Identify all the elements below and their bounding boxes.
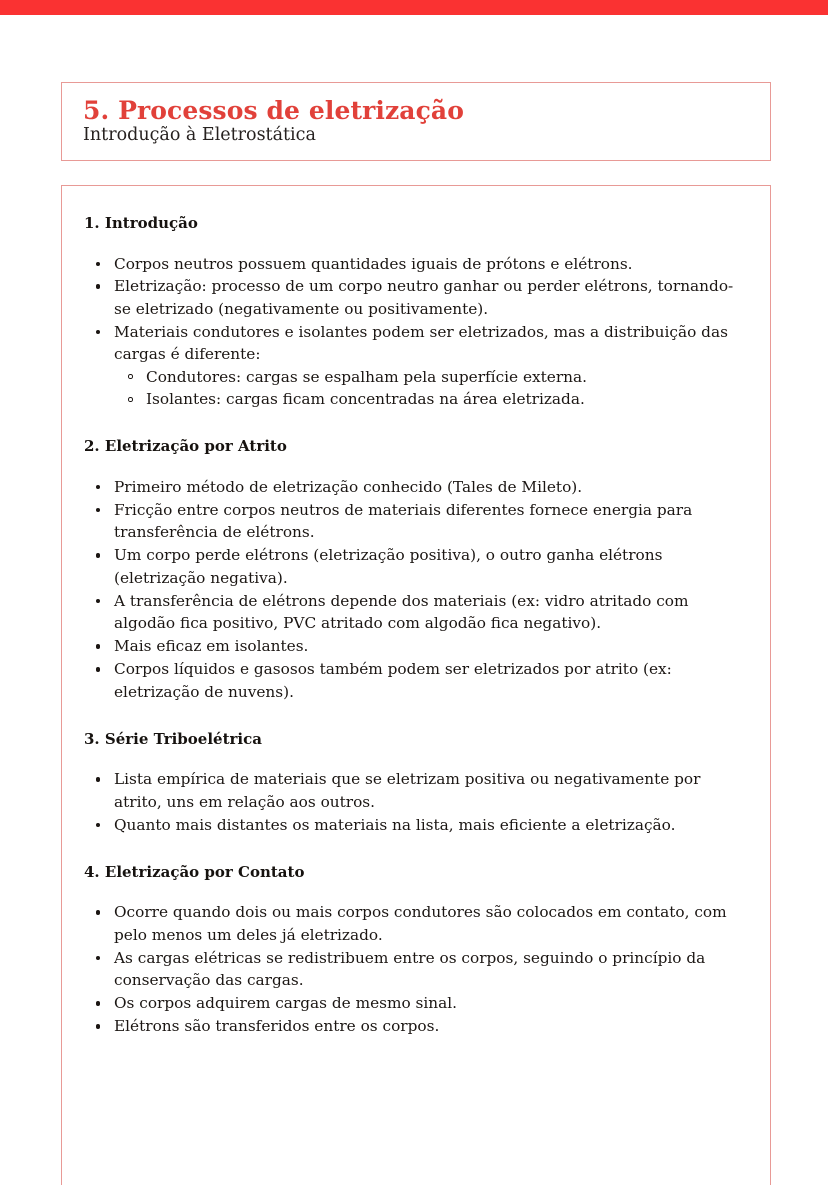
list-item-text: Eletrização: processo de um corpo neutro ganhar ou perder elétrons, tornando-se eletrizado (negativamente ou positivamente). bbox=[114, 277, 734, 318]
document-page bbox=[0, 15, 828, 1171]
list-item bbox=[84, 275, 748, 320]
list-item-text: A transferência de elétrons depende dos materiais (ex: vidro atritado com algodão fica positivo, PVC atritado com algodão fica negativo). bbox=[114, 591, 689, 633]
list-item bbox=[84, 544, 748, 589]
list-item-text: Fricção entre corpos neutros de materiais diferentes fornece energia para transferência de elétrons. bbox=[114, 500, 693, 542]
list-item-text: Elétrons são transferidos entre os corpos. bbox=[114, 1017, 440, 1036]
sections-container bbox=[84, 214, 748, 1038]
bullet-list bbox=[84, 476, 748, 703]
page-subtitle: Introdução à Eletrostática bbox=[83, 125, 316, 145]
list-item-text: Quanto mais distantes os materiais na lista, mais eficiente a eletrização. bbox=[114, 815, 676, 834]
list-item bbox=[84, 814, 748, 836]
section bbox=[84, 214, 748, 411]
section-heading: 4. Eletrização por Contato bbox=[84, 862, 305, 881]
list-item bbox=[84, 901, 748, 946]
list-item-text: Lista empírica de materiais que se eletrizam positiva ou negativamente por atrito, uns em relação aos outros. bbox=[114, 770, 701, 811]
section-heading: 3. Série Triboelétrica bbox=[84, 729, 262, 748]
list-item-text: Os corpos adquirem cargas de mesmo sinal. bbox=[114, 994, 458, 1013]
list-item bbox=[84, 768, 748, 813]
page-title: 5. Processos de eletrização bbox=[83, 96, 464, 125]
list-item bbox=[84, 992, 748, 1014]
top-accent-bar bbox=[0, 0, 828, 15]
list-item-text: Ocorre quando dois ou mais corpos condutores são colocados em contato, com pelo menos um deles já eletrizado. bbox=[114, 903, 727, 944]
section-gap bbox=[84, 837, 748, 863]
bullet-list bbox=[84, 901, 748, 1037]
sub-bullet-list bbox=[114, 366, 748, 411]
section bbox=[84, 437, 748, 703]
sub-list-item-text: Condutores: cargas se espalham pela superfície externa. bbox=[146, 367, 587, 386]
section-gap bbox=[84, 704, 748, 730]
list-item bbox=[84, 499, 748, 544]
section bbox=[84, 730, 748, 836]
list-item bbox=[84, 253, 748, 275]
section-heading: 1. Introdução bbox=[84, 214, 198, 232]
list-item bbox=[84, 321, 748, 411]
list-item-text: As cargas elétricas se redistribuem entre os corpos, seguindo o princípio da conservação das cargas. bbox=[114, 948, 706, 990]
list-item-text: Primeiro método de eletrização conhecido (Tales de Mileto). bbox=[114, 477, 583, 496]
bullet-list bbox=[84, 253, 748, 411]
list-item bbox=[84, 476, 748, 498]
list-item bbox=[84, 947, 748, 992]
sub-list-item-text: Isolantes: cargas ficam concentradas na área eletrizada. bbox=[146, 390, 585, 409]
title-card bbox=[61, 82, 771, 161]
list-item bbox=[84, 635, 748, 657]
list-item-text: Corpos líquidos e gasosos também podem ser eletrizados por atrito (ex: eletrização de nuvens). bbox=[114, 660, 672, 701]
list-item-text: Um corpo perde elétrons (eletrização positiva), o outro ganha elétrons (eletrização negativa). bbox=[114, 546, 663, 587]
bullet-list bbox=[84, 768, 748, 836]
list-item bbox=[84, 1015, 748, 1037]
section-heading: 2. Eletrização por Atrito bbox=[84, 437, 287, 456]
sub-list-item bbox=[114, 388, 748, 410]
list-item-text: Corpos neutros possuem quantidades iguais de prótons e elétrons. bbox=[114, 254, 633, 273]
list-item bbox=[84, 658, 748, 703]
list-item bbox=[84, 590, 748, 635]
list-item-text: Materiais condutores e isolantes podem ser eletrizados, mas a distribuição das cargas é diferente: bbox=[114, 322, 728, 364]
content-card bbox=[61, 185, 771, 1185]
list-item-text: Mais eficaz em isolantes. bbox=[114, 637, 309, 656]
section-gap bbox=[84, 411, 748, 437]
section bbox=[84, 863, 748, 1038]
sub-list-item bbox=[114, 366, 748, 388]
